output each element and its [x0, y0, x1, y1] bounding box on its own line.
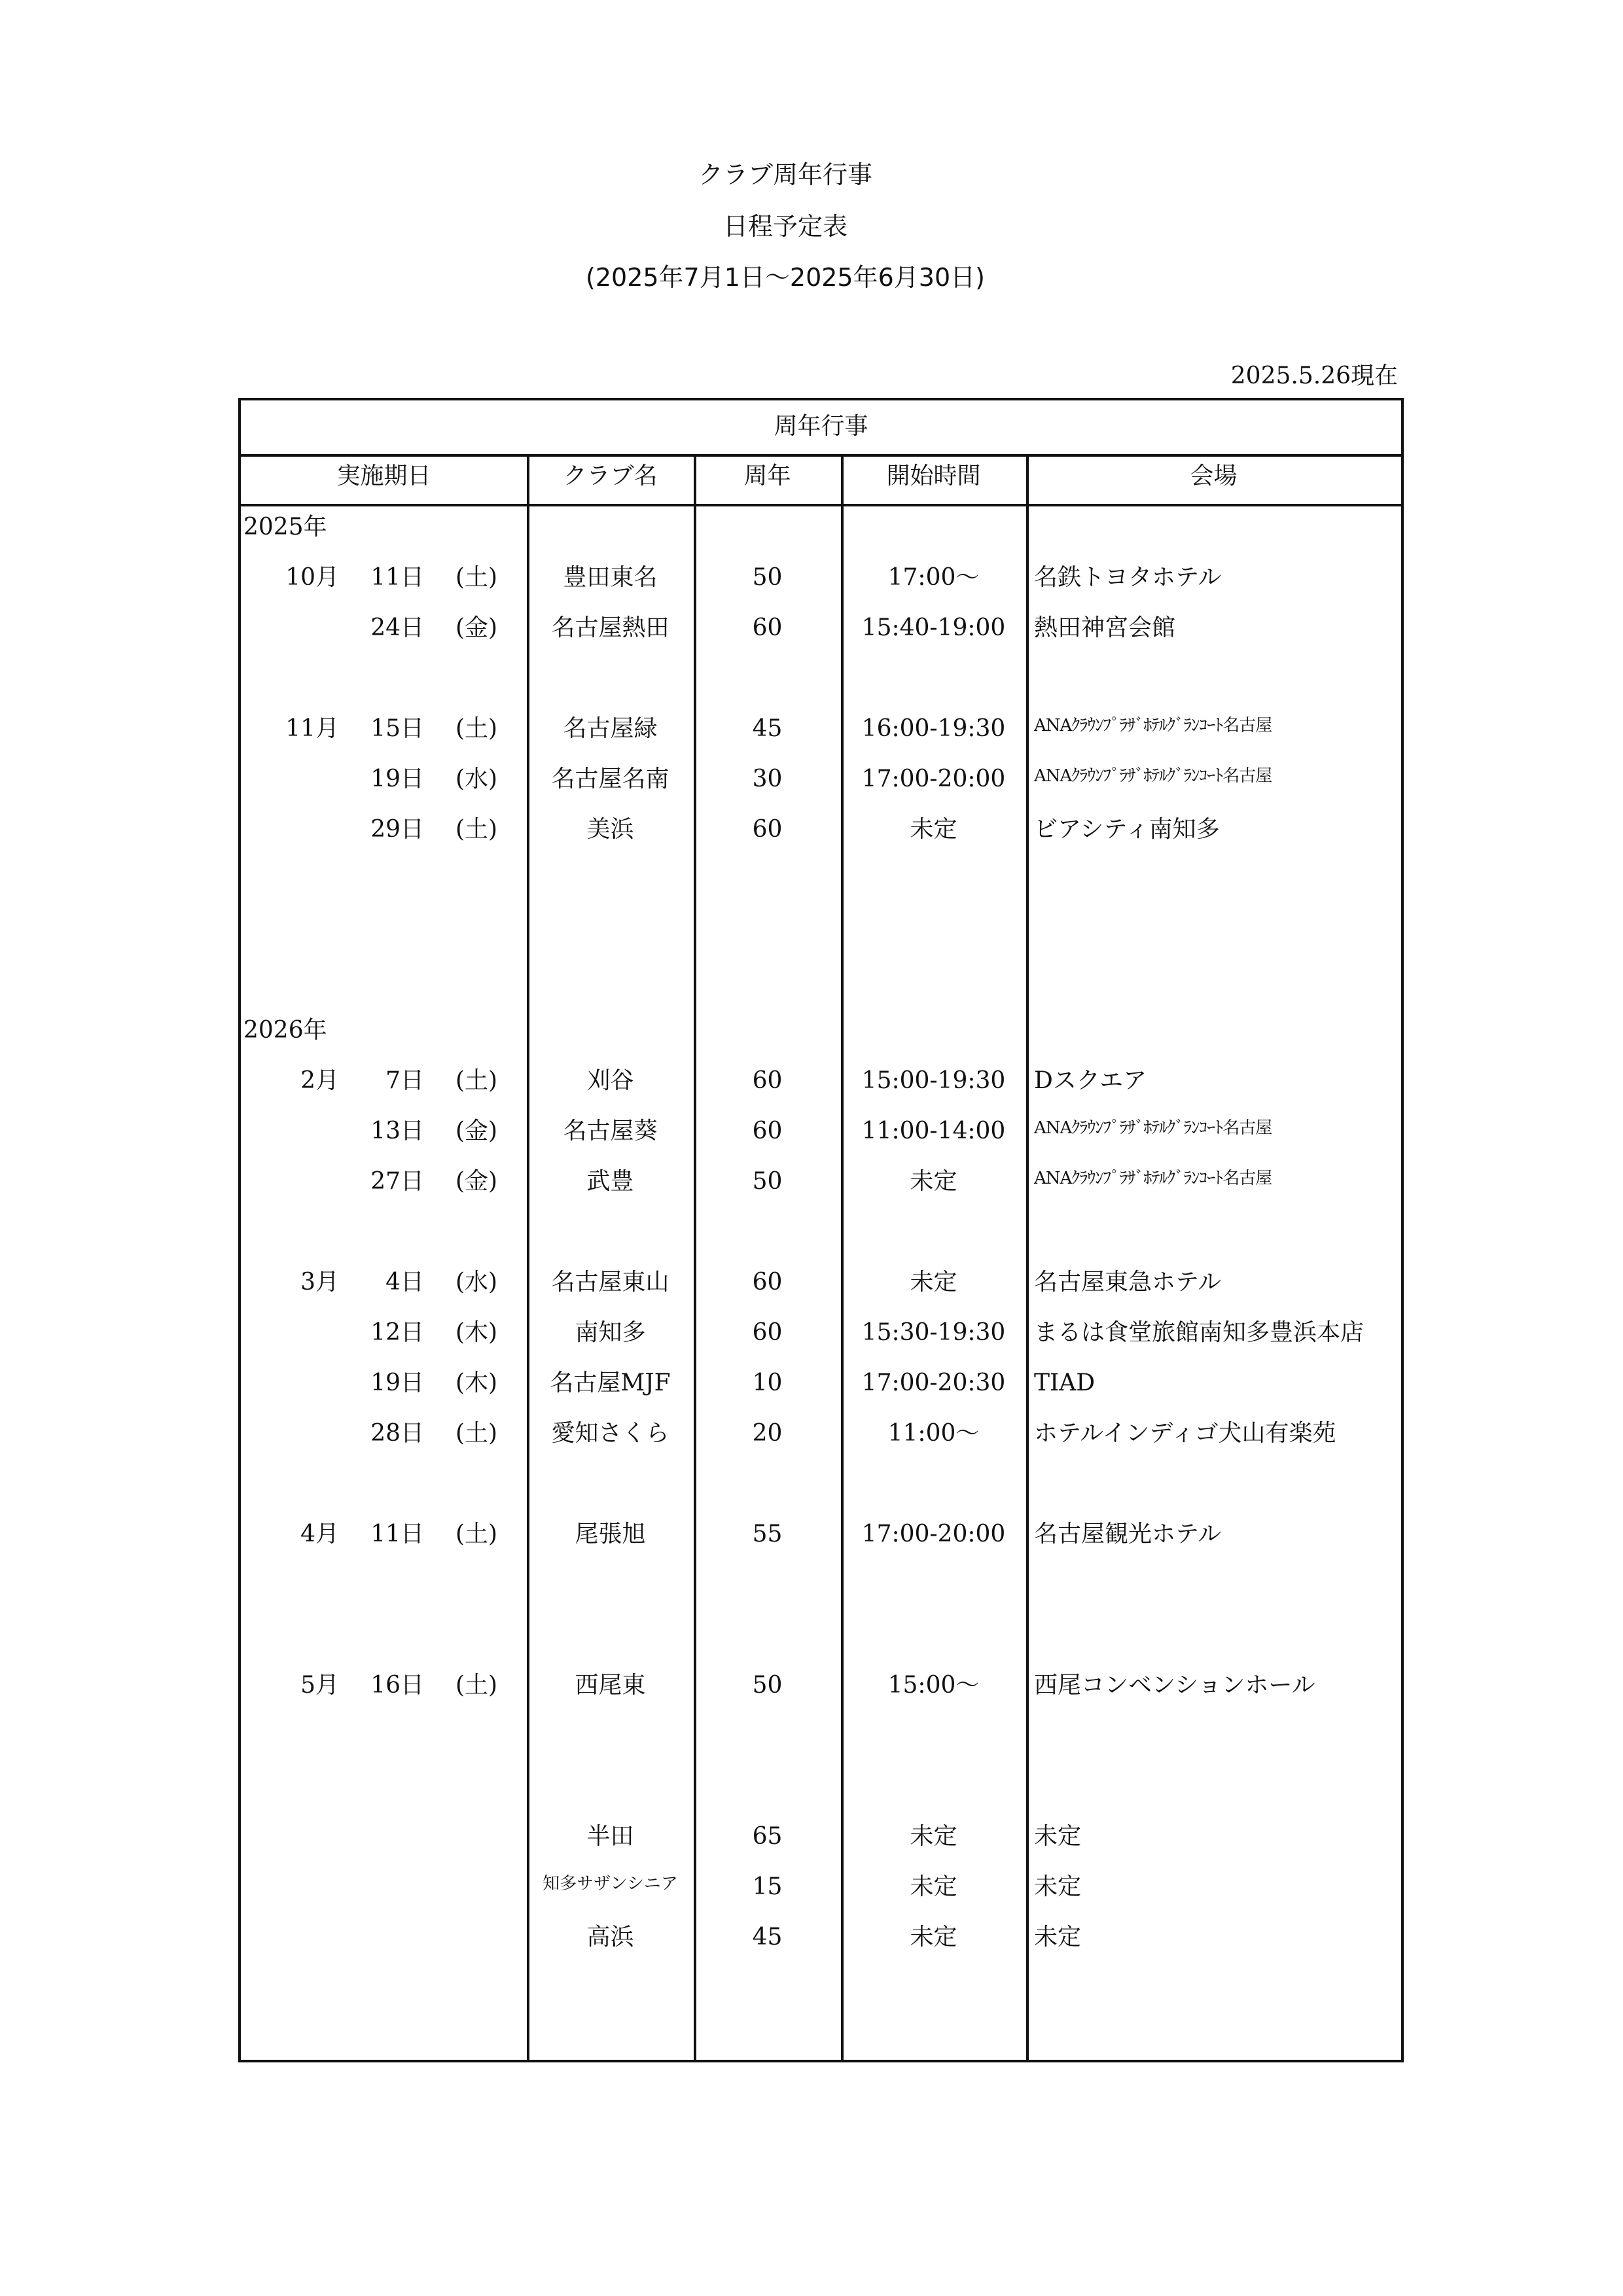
cell-club: 西尾東 — [575, 1672, 646, 1699]
cell-weekday: (土) — [455, 1672, 498, 1699]
cell-weekday: (木) — [455, 1369, 498, 1396]
header-anniversary: 周年 — [743, 463, 791, 489]
cell-venue: ANAｸﾗｳﾝﾌﾟﾗｻﾞﾎﾃﾙｸﾞﾗﾝｺｰﾄ名古屋 — [1034, 1169, 1272, 1188]
cell-time: 15:00～ — [887, 1672, 980, 1699]
cell-time: 11:00-14:00 — [861, 1118, 1006, 1144]
cell-venue: ANAｸﾗｳﾝﾌﾟﾗｻﾞﾎﾃﾙｸﾞﾗﾝｺｰﾄ名古屋 — [1034, 716, 1272, 735]
cell-time: 未定 — [910, 1269, 957, 1296]
header-divider — [241, 504, 1401, 506]
cell-venue: まるは食堂旅館南知多豊浜本店 — [1034, 1319, 1364, 1346]
cell-club: 半田 — [586, 1823, 634, 1850]
cell-time: 未定 — [910, 816, 957, 843]
cell-day: 28日 — [370, 1420, 424, 1447]
cell-time: 17:00-20:00 — [861, 1521, 1006, 1547]
cell-venue: ANAｸﾗｳﾝﾌﾟﾗｻﾞﾎﾃﾙｸﾞﾗﾝｺｰﾄ名古屋 — [1034, 1118, 1272, 1138]
header-start-time: 開始時間 — [886, 463, 981, 489]
cell-venue: 未定 — [1034, 1873, 1082, 1900]
cell-club: 尾張旭 — [575, 1521, 646, 1547]
cell-month: 3月 — [300, 1269, 339, 1296]
cell-time: 15:30-19:30 — [861, 1319, 1006, 1346]
header-date: 実施期日 — [336, 463, 431, 489]
cell-time: 17:00-20:00 — [861, 766, 1006, 792]
cell-club: 愛知さくら — [551, 1420, 669, 1447]
year-label-2025: 2025年 — [243, 514, 327, 540]
cell-anniv: 65 — [752, 1823, 783, 1850]
cell-club: 名古屋名南 — [551, 766, 669, 792]
title-line-3: (2025年7月1日～2025年6月30日) — [586, 263, 985, 292]
cell-time: 11:00～ — [887, 1420, 980, 1447]
cell-day: 19日 — [370, 1369, 424, 1396]
cell-anniv: 55 — [752, 1521, 783, 1547]
cell-anniv: 50 — [752, 564, 783, 591]
cell-month: 5月 — [300, 1672, 339, 1699]
cell-day: 11日 — [370, 564, 424, 591]
cell-weekday: (金) — [455, 1168, 498, 1195]
cell-weekday: (金) — [455, 614, 498, 641]
cell-day: 24日 — [370, 614, 424, 641]
cell-weekday: (金) — [455, 1118, 498, 1144]
cell-anniv: 60 — [752, 1118, 783, 1144]
cell-club: 豊田東名 — [563, 564, 658, 591]
cell-club: 知多サザンシニア — [543, 1874, 678, 1894]
cell-venue: 名古屋東急ホテル — [1034, 1269, 1222, 1296]
cell-day: 19日 — [370, 766, 424, 792]
cell-weekday: (土) — [455, 715, 498, 742]
cell-month: 11月 — [285, 715, 339, 742]
header-venue: 会場 — [1190, 463, 1238, 489]
cell-club: 美浜 — [586, 816, 634, 843]
cell-weekday: (水) — [455, 766, 498, 792]
cell-venue: 名古屋観光ホテル — [1034, 1521, 1222, 1547]
cell-club: 高浜 — [586, 1924, 634, 1951]
cell-day: 15日 — [370, 715, 424, 742]
cell-time: 未定 — [910, 1873, 957, 1900]
cell-time: 15:40-19:00 — [861, 614, 1006, 641]
cell-anniv: 15 — [752, 1873, 783, 1900]
cell-time: 未定 — [910, 1168, 957, 1195]
year-label-2026: 2026年 — [243, 1017, 327, 1044]
cell-month: 10月 — [285, 564, 339, 591]
cell-venue: 未定 — [1034, 1924, 1082, 1951]
cell-day: 11日 — [370, 1521, 424, 1547]
cell-time: 17:00-20:30 — [861, 1369, 1006, 1396]
cell-weekday: (土) — [455, 564, 498, 591]
title-line-1: クラブ周年行事 — [698, 160, 872, 189]
cell-anniv: 60 — [752, 816, 783, 843]
cell-venue: TIAD — [1034, 1369, 1096, 1396]
cell-anniv: 30 — [752, 766, 783, 792]
cell-time: 未定 — [910, 1823, 957, 1850]
schedule-table — [238, 398, 1404, 2062]
cell-month: 2月 — [300, 1067, 339, 1094]
banner-divider — [241, 454, 1401, 457]
cell-venue: 西尾コンベンションホール — [1034, 1672, 1315, 1699]
cell-anniv: 20 — [752, 1420, 783, 1447]
cell-club: 名古屋葵 — [563, 1118, 658, 1144]
cell-weekday: (土) — [455, 1420, 498, 1447]
cell-club: 名古屋熱田 — [551, 614, 669, 641]
cell-club: 名古屋緑 — [563, 715, 658, 742]
cell-club: 刈谷 — [586, 1067, 634, 1094]
cell-club: 名古屋東山 — [551, 1269, 669, 1296]
cell-day: 16日 — [370, 1672, 424, 1699]
cell-day: 27日 — [370, 1168, 424, 1195]
cell-time: 16:00-19:30 — [861, 715, 1006, 742]
col-divider-4 — [1026, 454, 1029, 2060]
cell-day: 12日 — [370, 1319, 424, 1346]
cell-venue: ホテルインディゴ犬山有楽苑 — [1034, 1420, 1336, 1447]
cell-weekday: (水) — [455, 1269, 498, 1296]
table-banner: 周年行事 — [774, 413, 868, 440]
as-of-date: 2025.5.26現在 — [1230, 362, 1398, 389]
cell-weekday: (土) — [455, 816, 498, 843]
cell-venue: 名鉄トヨタホテル — [1034, 564, 1222, 591]
title-line-2: 日程予定表 — [722, 212, 847, 241]
cell-venue: ビアシティ南知多 — [1034, 816, 1220, 843]
cell-time: 15:00-19:30 — [861, 1067, 1006, 1094]
header-club: クラブ名 — [563, 463, 658, 489]
col-divider-3 — [841, 454, 844, 2060]
cell-venue: 未定 — [1034, 1823, 1082, 1850]
cell-day: 4日 — [385, 1269, 424, 1296]
cell-weekday: (木) — [455, 1319, 498, 1346]
cell-anniv: 50 — [752, 1672, 783, 1699]
cell-club: 南知多 — [575, 1319, 646, 1346]
cell-time: 未定 — [910, 1924, 957, 1951]
cell-day: 13日 — [370, 1118, 424, 1144]
cell-anniv: 10 — [752, 1369, 783, 1396]
cell-venue: ANAｸﾗｳﾝﾌﾟﾗｻﾞﾎﾃﾙｸﾞﾗﾝｺｰﾄ名古屋 — [1034, 766, 1272, 786]
cell-anniv: 60 — [752, 1319, 783, 1346]
cell-anniv: 45 — [752, 1924, 783, 1951]
col-divider-2 — [694, 454, 696, 2060]
cell-weekday: (土) — [455, 1521, 498, 1547]
cell-anniv: 50 — [752, 1168, 783, 1195]
cell-anniv: 60 — [752, 1067, 783, 1094]
cell-anniv: 45 — [752, 715, 783, 742]
cell-day: 7日 — [385, 1067, 424, 1094]
cell-anniv: 60 — [752, 614, 783, 641]
cell-anniv: 60 — [752, 1269, 783, 1296]
cell-month: 4月 — [300, 1521, 339, 1547]
col-divider-1 — [527, 454, 529, 2060]
cell-club: 名古屋MJF — [550, 1369, 671, 1396]
cell-time: 17:00～ — [887, 564, 980, 591]
cell-venue: Dスクエア — [1034, 1067, 1147, 1094]
cell-weekday: (土) — [455, 1067, 498, 1094]
cell-venue: 熱田神宮会館 — [1034, 614, 1176, 641]
cell-day: 29日 — [370, 816, 424, 843]
cell-club: 武豊 — [586, 1168, 634, 1195]
